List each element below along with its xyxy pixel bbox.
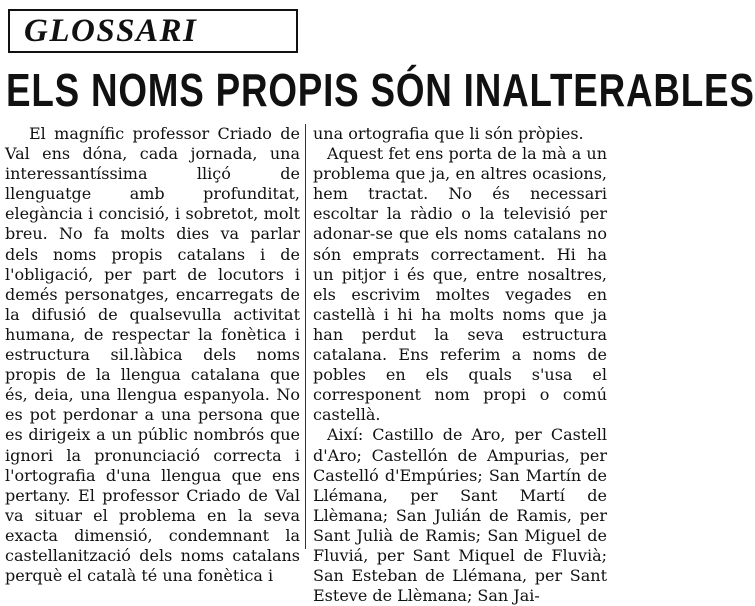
article-column-right xyxy=(313,124,607,606)
column-divider xyxy=(305,124,306,549)
headline: ELS NOMS PROPIS SÓN INALTERABLES xyxy=(6,64,755,116)
section-label: GLOSSARI xyxy=(24,12,198,49)
article-paragraph: Així: Castillo de Aro, per Castell d'Aro; Castellón de Ampurias, per Castelló d'Empúries; San Martín de Llémana, per Sant Martí de Llèmana; San Julián de Ramis, per Sant Julià de Ramis; San Miguel de Fluviá, per Sant Miquel de Fluvià; San Esteban de Llémana, per Sant Esteve de Llèmana; San Jai- xyxy=(313,425,607,606)
article-paragraph: Aquest fet ens porta de la mà a un problema que ja, en altres ocasions, hem tractat. No és necessari escoltar la ràdio o la televisió per adonar-se que els noms catalans no són emprats correctament. Hi ha un pitjor i és que, entre nosaltres, els escrivim moltes vegades en castellà i hi ha molts noms que ja han perdut la seva estructura catalana. Ens referim a noms de pobles en els quals s'usa el corresponent nom propi o comú castellà. xyxy=(313,144,607,425)
article-column-left xyxy=(5,124,300,586)
article-paragraph: una ortografia que li són pròpies. xyxy=(313,124,584,143)
section-label-box xyxy=(8,9,298,53)
article-paragraph: El magnífic professor Criado de Val ens dóna, cada jornada, una interessantíssima lliçó de llenguatge amb profunditat, elegància i concisió, i sobretot, molt breu. No fa molts dies va parlar dels noms propis catalans i de l'obligació, per part de locutors i demés personatges, encarregats de la difusió de qualsevulla activitat humana, de respectar la fonètica i estructura sil.làbica dels noms propis de la llengua catalana que és, deia, una llengua espanyola. No es pot perdonar a una persona que es dirigeix a un públic nombrós que ignori la pronunciació correcta i l'ortografia d'una llengua que ens pertany. El professor Criado de Val va situar el problema en la seva exacta dimensió, condemnant la castellanització dels noms catalans perquè el català té una fonètica i xyxy=(5,124,300,586)
